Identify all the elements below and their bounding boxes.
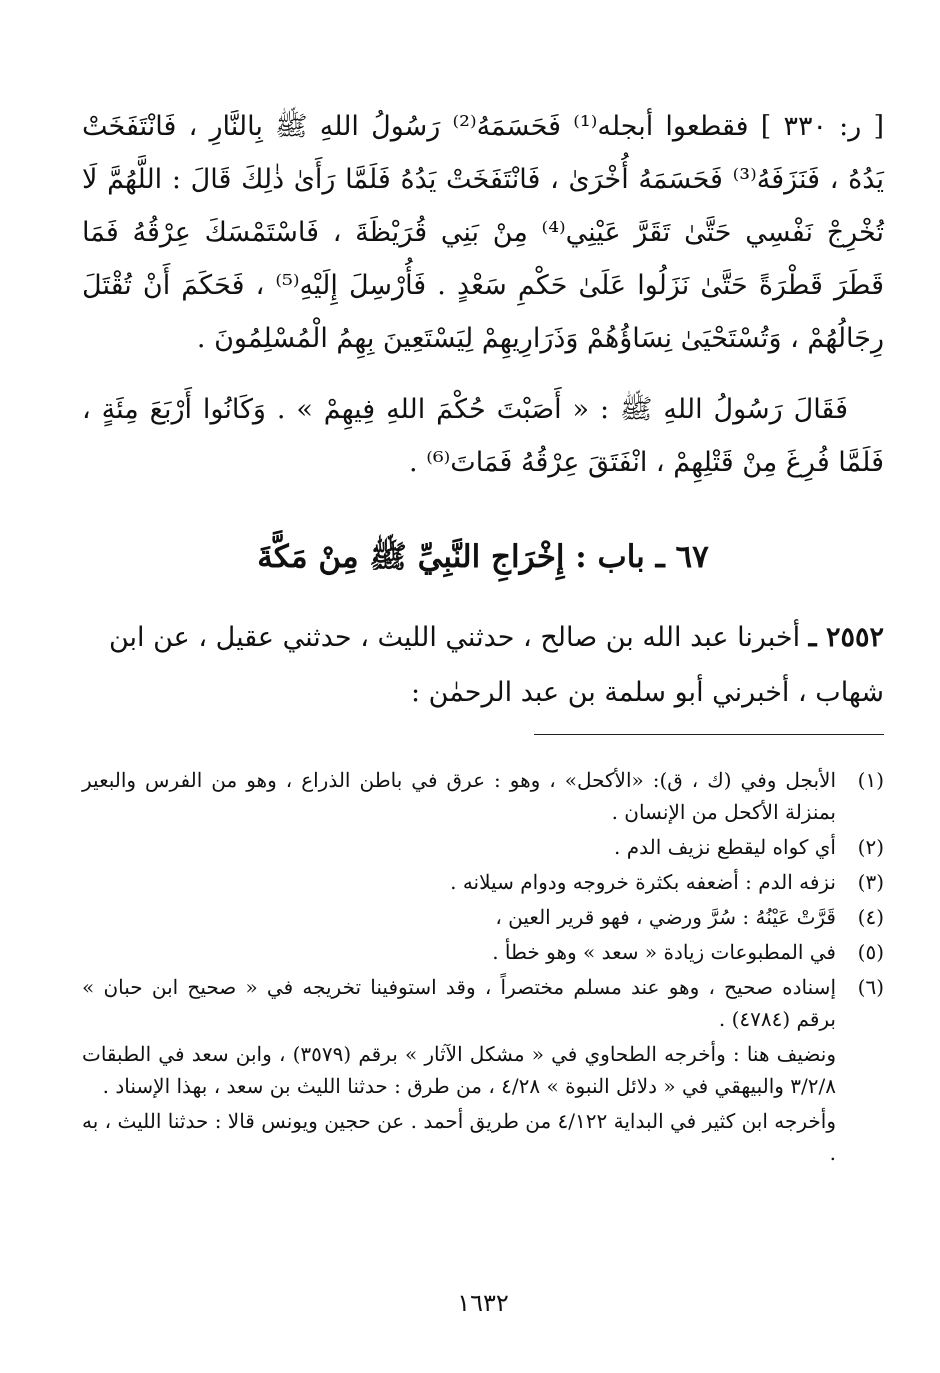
hadith-text: أخبرنا عبد الله بن صالح ، حدثني الليث ، حدثني عقيل ، عن ابن شهاب ، أخبرني أبو سلمة بن عبد الرحمٰن : [108, 622, 884, 708]
chapter-heading: ٦٧ ـ باب : إِخْرَاجِ النَّبِيِّ ﷺ مِنْ مَكَّةَ [257, 539, 709, 575]
footnote-text: أي كواه ليقطع نزيف الدم . [614, 835, 836, 859]
book-page [82, 0, 884, 1373]
footnote-continuation: وأخرجه ابن كثير في البداية ٤/١٢٢ من طريق أحمد . عن حجين ويونس قالا : حدثنا الليث ، به . [82, 1109, 836, 1165]
hadith-paragraph [82, 610, 884, 720]
page-number: ١٦٣٢ [457, 1289, 509, 1317]
footnote [82, 971, 884, 1035]
footnote-text: الأبجل وفي (ك ، ق): «الأكحل» ، وهو : عرق في باطن الذراع ، وهو من الفرس والبعير بمنزلة الأكحل من الإنسان . [82, 768, 836, 824]
footnote-text: نزفه الدم : أضعفه بكثرة خروجه ودوام سيلانه . [450, 870, 836, 894]
footnote-text: في المطبوعات زيادة « سعد » وهو خطأ . [492, 940, 836, 964]
paragraph-1: [ ر: ٣٣٠ ] فقطعوا أبجله⁽¹⁾ فَحَسَمَهُ⁽²⁾ رَسُولُ اللهِ ﷺ بِالنَّارِ ، فَانْتَفَخَتْ يَدُهُ ، فَنَزَفَهُ⁽³⁾ فَحَسَمَهُ أُخْرَىٰ ، فَانْتَفَخَتْ يَدُهُ فَلَمَّا رَأَىٰ ذٰلِكَ قَالَ : اللَّهُمَّ لَا تُخْرِجْ نَفْسِي حَتَّىٰ تَقَرَّ عَيْنِي⁽⁴⁾ مِنْ بَنِي قُرَيْظَةَ ، فَاسْتَمْسَكَ عِرْقُهُ فَمَا قَطَرَ قَطْرَةً حَتَّىٰ نَزَلُوا عَلَىٰ حَكْمِ سَعْدٍ . فَأُرْسِلَ إِلَيْهِ⁽⁵⁾ ، فَحَكَمَ أَنْ تُقْتَلَ رِجَالُهُمْ ، وَتُسْتَحْيَىٰ نِسَاؤُهُمْ وَذَرَارِيهِمْ لِيَسْتَعِينَ بِهِمُ الْمُسْلِمُونَ . [82, 111, 884, 354]
footnote [82, 831, 884, 863]
footnote-continuation: ونضيف هنا : وأخرجه الطحاوي في « مشكل الآثار » برقم (٣٥٧٩) ، وابن سعد في الطبقات ٣/٢/٨ والبيهقي في « دلائل النبوة » ٤/٢٨ ، من طرق : حدثنا الليث بن سعد ، بهذا الإسناد . [82, 1042, 836, 1098]
footnote-label: (٣) [857, 870, 884, 894]
footnote-label: (٥) [857, 940, 884, 964]
footnote [82, 764, 884, 828]
footnote [82, 866, 884, 898]
footnote [82, 901, 884, 933]
footnote-divider [534, 734, 884, 735]
main-text [82, 100, 884, 489]
footnote-label: (١) [857, 768, 884, 792]
footnote [82, 936, 884, 968]
footnote-text: قَرَّتْ عَيْنُهُ : سُرَّ ورضي ، فهو قرير العين ، [495, 905, 836, 929]
footnote-label: (٤) [857, 905, 884, 929]
hadith-number: ٢٥٥٢ ـ [808, 622, 884, 653]
paragraph-2: فَقَالَ رَسُولُ اللهِ ﷺ : « أَصَبْتَ حُكْمَ اللهِ فِيهِمْ » . وَكَانُوا أَرْبَعَ مِئَةٍ ، فَلَمَّا فُرِغَ مِنْ قَتْلِهِمْ ، انْفَتَقَ عِرْقُهُ فَمَاتَ⁽⁶⁾ . [82, 394, 884, 478]
footnote-label: (٢) [857, 835, 884, 859]
footnote-label: (٦) [857, 975, 884, 999]
footnote-text: إسناده صحيح ، وهو عند مسلم مختصراً ، وقد استوفينا تخريجه في « صحيح ابن حبان » برقم (٤٧٨٤) . [82, 975, 836, 1031]
footnotes [82, 764, 884, 1172]
